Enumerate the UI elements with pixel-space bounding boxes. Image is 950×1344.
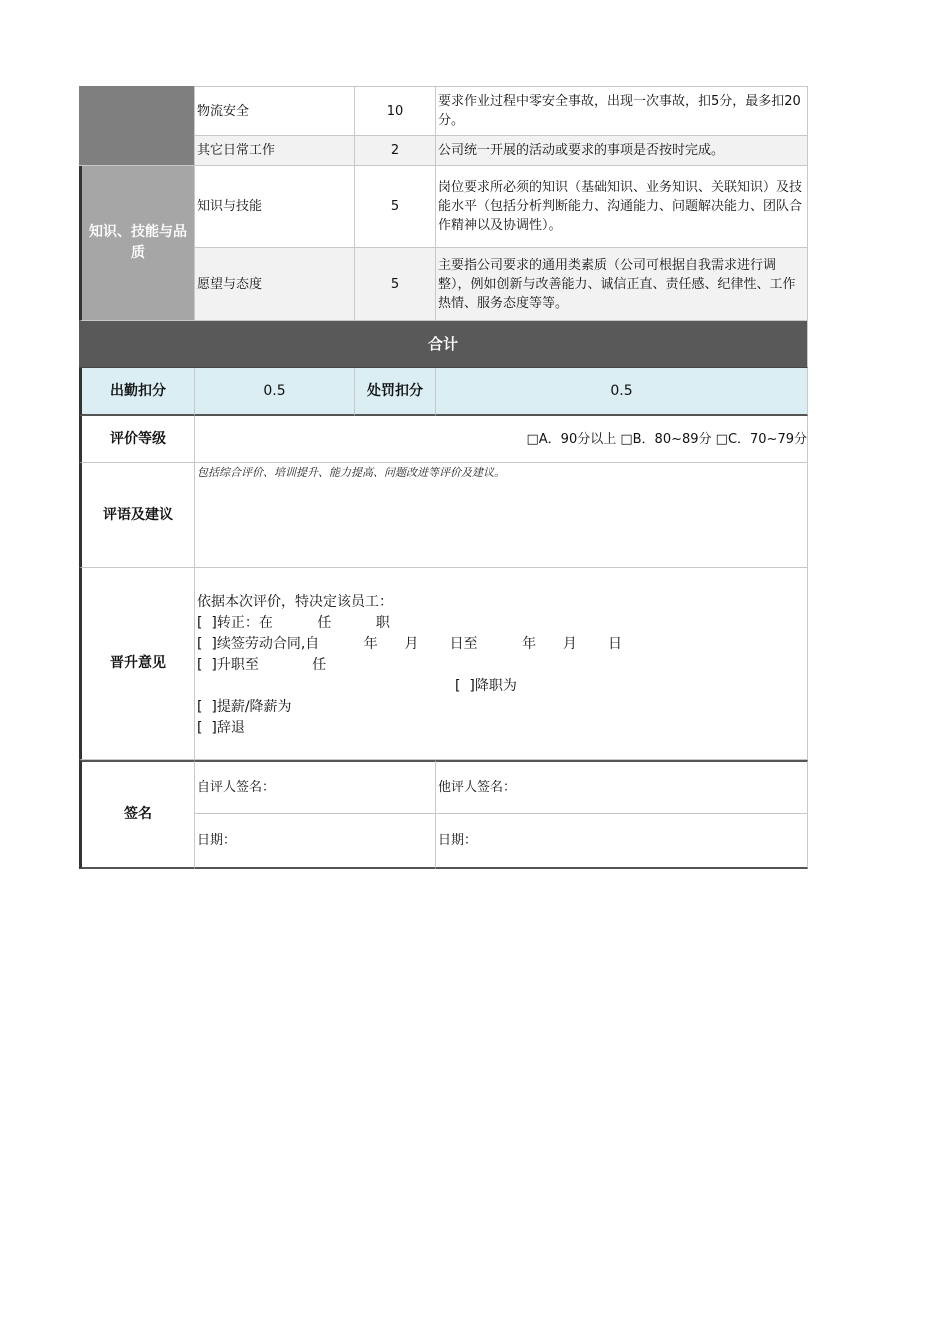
promotion-line-confirm[interactable]: [ ]转正：在 任 职	[197, 615, 390, 631]
promotion-line-promote[interactable]: [ ]升职至 任	[197, 657, 327, 673]
item-desc: 岗位要求所必须的知识（基础知识、业务知识、关联知识）及技能水平（包括分析判断能力、沟通能力、问题解决能力、团队合作精神以及协调性）。	[436, 166, 808, 248]
other-signature[interactable]: 他评人签名：	[436, 760, 808, 814]
item-score: 5	[355, 166, 436, 248]
grade-label: 评价等级	[79, 416, 195, 463]
grade-options[interactable]	[195, 416, 808, 463]
promotion-line-dismiss[interactable]: [ ]辞退	[197, 720, 245, 736]
item-score: 5	[355, 248, 436, 321]
other-date[interactable]: 日期：	[436, 814, 808, 869]
comments-label: 评语及建议	[79, 463, 195, 568]
penalty-label: 处罚扣分	[355, 368, 436, 416]
promotion-line-demote[interactable]: [ ]降职为	[455, 678, 517, 694]
attendance-label: 出勤扣分	[79, 368, 195, 416]
category-cell-knowledge: 知识、技能与品质	[79, 166, 195, 321]
item-name: 物流安全	[195, 86, 355, 136]
promotion-line-salary[interactable]: [ ]提薪/降薪为	[197, 699, 292, 715]
promotion-label: 晋升意见	[79, 568, 195, 760]
item-score: 10	[355, 86, 436, 136]
comments-field[interactable]	[195, 463, 808, 568]
item-name: 知识与技能	[195, 166, 355, 248]
item-name: 其它日常工作	[195, 136, 355, 166]
item-score: 2	[355, 136, 436, 166]
item-desc: 公司统一开展的活动或要求的事项是否按时完成。	[436, 136, 808, 166]
promotion-line-renew[interactable]: [ ]续签劳动合同,自 年 月 日至 年 月 日	[197, 636, 622, 652]
total-row: 合计	[79, 321, 808, 368]
self-signature[interactable]: 自评人签名：	[195, 760, 436, 814]
promotion-field[interactable]	[195, 568, 808, 760]
self-date[interactable]: 日期：	[195, 814, 436, 869]
item-desc: 主要指公司要求的通用类素质（公司可根据自我需求进行调整），例如创新与改善能力、诚信正直、责任感、纪律性、工作热情、服务态度等等。	[436, 248, 808, 321]
item-name: 愿望与态度	[195, 248, 355, 321]
item-desc: 要求作业过程中零安全事故，出现一次事故，扣5分，最多扣20分。	[436, 86, 808, 136]
grade-options-text: □A．90分以上 □B．80~89分 □C．70~79分	[526, 431, 807, 447]
penalty-value[interactable]: 0.5	[436, 368, 808, 416]
signature-label: 签名	[79, 760, 195, 869]
category-cell-work	[79, 86, 195, 166]
comments-hint: 包括综合评价、培训提升、能力提高、问题改进等评价及建议。	[197, 466, 505, 479]
attendance-value[interactable]: 0.5	[195, 368, 355, 416]
promotion-line: 依据本次评价，特决定该员工：	[197, 594, 393, 610]
